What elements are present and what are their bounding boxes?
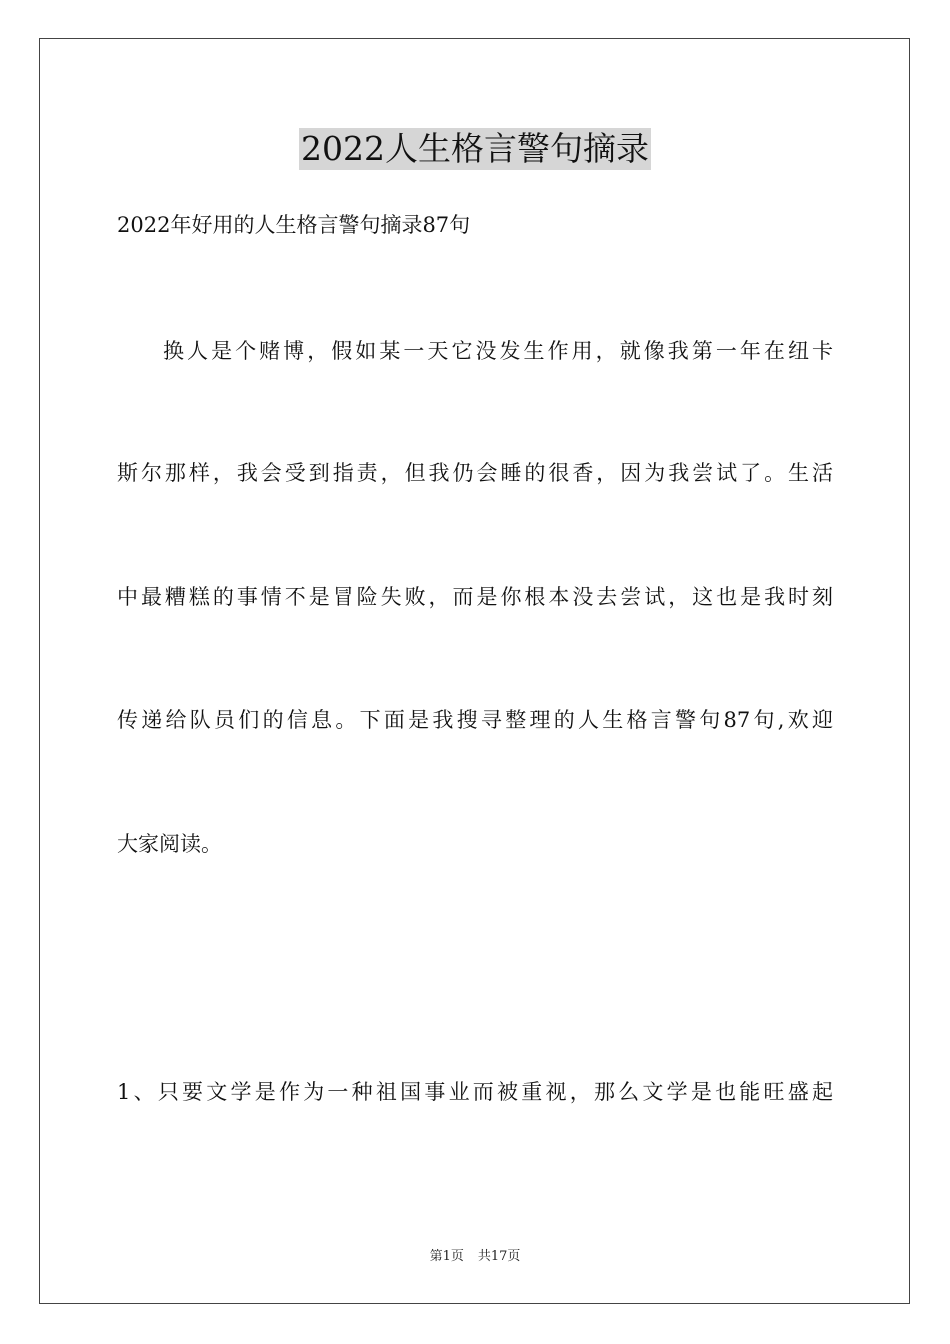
page-total: 共17页 <box>477 1249 521 1264</box>
intro-line-4: 传递给队员们的信息。下面是我搜寻整理的人生格言警句87句,欢迎 <box>117 708 833 732</box>
intro-line-5: 大家阅读。 <box>117 832 222 856</box>
intro-line-1: 换人是个赌博，假如某一天它没发生作用，就像我第一年在纽卡 <box>163 339 833 363</box>
title-container <box>0 128 950 170</box>
document-subtitle: 2022年好用的人生格言警句摘录87句 <box>117 213 471 237</box>
page-footer <box>0 1248 950 1266</box>
document-title: 2022人生格言警句摘录 <box>301 129 649 168</box>
intro-line-3: 中最糟糕的事情不是冒险失败，而是你根本没去尝试，这也是我时刻 <box>117 585 833 609</box>
page-number: 第1页 <box>429 1249 464 1264</box>
item-line-1: 1、只要文学是作为一种祖国事业而被重视，那么文学是也能旺盛起 <box>117 1080 833 1104</box>
intro-line-2: 斯尔那样，我会受到指责，但我仍会睡的很香，因为我尝试了。生活 <box>117 461 833 485</box>
